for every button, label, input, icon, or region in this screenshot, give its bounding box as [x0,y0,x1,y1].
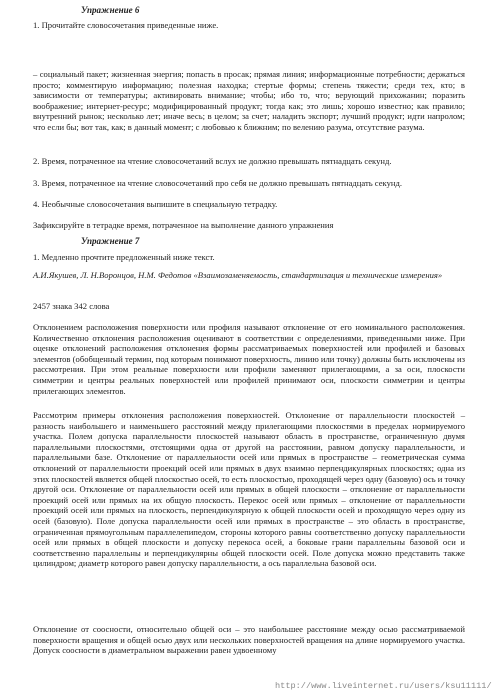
exercise-7-word-count: 2457 знака 342 слова [33,301,110,311]
exercise-6-task-4: 4. Необычные словосочетания выпишите в специальную тетрадку. [33,199,278,209]
exercise-6-task-1: 1. Прочитайте словосочетания приведенные ниже. [33,20,219,30]
exercise-7-paragraph-2: Рассмотрим примеры отклонения расположения поверхностей. Отклонение от параллельности плоскостей – разность наибольшего и наименьшего расстояний между прилегающими плоскостями в пределах нормируемого участка. Полем допуска параллельности плоскостей называют область в пространстве, ограниченную двумя параллельными плоскостями, отстоящими одна от другой на расстоянии, равном допуску параллельности, и параллельными базе. Отклонение от параллельности осей или прямых в пространстве – геометрическая сумма отклонений от параллельности проекций осей или прямых в двух взаимно перпендикулярных плоскостях; одна из этих плоскостей является общей плоскостью осей, то есть плоскостью, проходящей через одну (базовую) ось и точку другой оси. Отклонение от параллельности осей или прямых в общей плоскости – отклонение от параллельности проекций осей или прямых на их общую плоскость. Перекос осей или прямых – отклонение от параллельности проекций осей или прямых на плоскость, перпендикулярную к общей плоскости осей и проходящую через одну из осей (базовую). Поле допуска параллельности осей или прямых в пространстве – это область в пространстве, ограниченная прямоугольным параллелепипедом, стороны которого равны соответственно допуску параллельности осей или прямых в общей плоскости и допуску перекоса осей, а боковые грани параллельны базовой оси и соответственно параллельны и перпендикулярны общей плоскости осей. Поле допуска можно представить также цилиндром; диаметр которого равен допуску параллельности, а ось параллельна базовой оси. [33,410,465,569]
exercise-7-source: А.И.Якушев, Л. Н.Воронцов, Н.М. Федотов «Взаимозаменяемость, стандартизация и технические измерения» [33,270,443,280]
exercise-6-title: Упражнение 6 [81,5,140,15]
exercise-7-task-1: 1. Медленно прочтите предложенный ниже текст. [33,252,215,262]
exercise-7-paragraph-1: Отклонением расположения поверхности или профиля называют отклонение от его номинального расположения. Количественно отклонения расположения оценивают в соответствии с определениями, приведенными ниже. При оценке отклонений расположения отклонения формы рассматриваемых поверхностей или профилей и базовых элементов (обобщенный термин, под которым понимают поверхность, линию или точку) должны быть исключены из рассмотрения. При этом реальные поверхности или профили заменяют прилегающими, а за оси, плоскости симметрии и центры реальных поверхностей или профилей принимают оси, плоскости симметрии и центры прилегающих элементов. [33,322,465,396]
exercise-6-phrases: – социальный пакет; жизненная энергия; попасть в просак; прямая линия; информационные потребности; держаться просто; комментирую информацию; полезная находка; стертые формы; степень тяжести; среди тех, кто; в зависимости от температуры; активировать внимание; чтобы; ибо то, что; верующий прихожанин; поразить воображение; интернет-ресурс; модифицированный продукт; тогда как; это лишь; хорошо известно; как правило; внутренний рынок; несколько лет; иначе весь; в целом; за счет; наладить экспорт; лучший продукт; идти напролом; что если бы; вот так, как; в данный момент; с любовью к ближним; по велению разума, отсутствие разума. [33,69,465,132]
exercise-6-fix-note: Зафиксируйте в тетрадке время, потраченное на выполнение данного упражнения [33,220,334,230]
exercise-6-task-3: 3. Время, потраченное на чтение словосочетаний про себя не должно превышать пятнадцать секунд. [33,178,403,188]
exercise-7-title: Упражнение 7 [81,236,140,246]
exercise-7-paragraph-3: Отклонение от соосности, относительно общей оси – это наибольшее расстояние между осью рассматриваемой поверхности вращения и общей осью двух или нескольких поверхностей вращения на длине нормируемого участка. Допуск соосности в диаметральном выражении равен удвоенному [33,624,465,656]
source-url: http://www.liveinternet.ru/users/ksu11111/ [275,681,492,691]
exercise-6-task-2: 2. Время, потраченное на чтение словосочетаний вслух не должно превышать пятнадцать секунд. [33,156,392,166]
